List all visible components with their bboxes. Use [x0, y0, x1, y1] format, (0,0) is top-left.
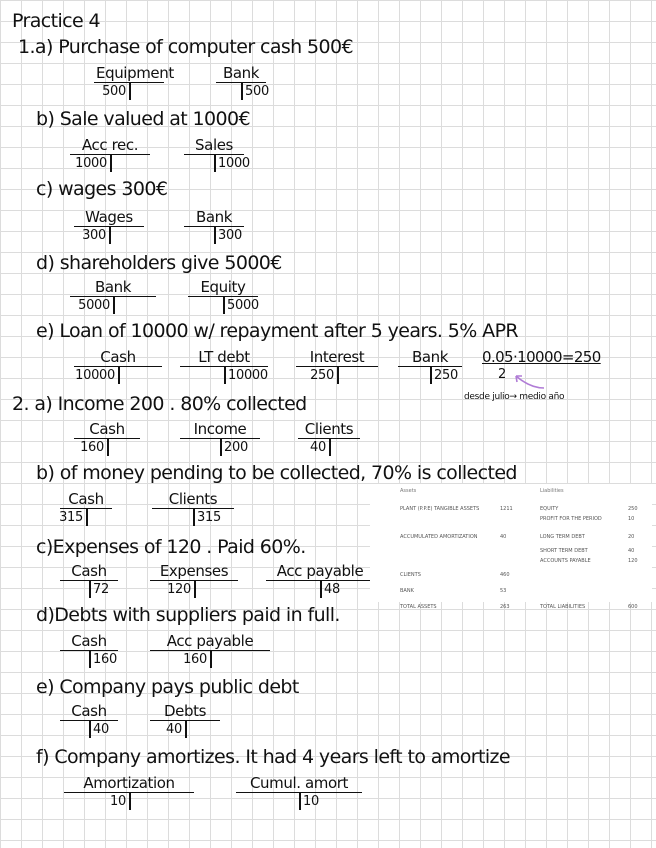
balance-asset-value: 53	[500, 588, 507, 594]
t-account-title: Acc rec.	[70, 138, 150, 155]
t-account-g1	[60, 492, 112, 526]
t-account-debit: 40	[310, 440, 326, 455]
t-account-title: LT debt	[180, 350, 268, 367]
t-account-title: Acc payable	[150, 634, 270, 651]
t-account-divider	[193, 509, 195, 526]
t-account-h1	[60, 564, 118, 598]
t-account-d2	[188, 280, 258, 314]
t-account-divider	[185, 721, 187, 738]
question-2d: d)Debts with suppliers paid in full.	[36, 604, 340, 626]
t-account-credit: 72	[93, 582, 109, 597]
balance-sheet	[370, 484, 652, 610]
balance-asset-value: 1211	[500, 506, 513, 512]
t-account-debit: 40	[166, 722, 182, 737]
question-2a: 2. a) Income 200 . 80% collected	[12, 393, 307, 415]
balance-liability-value: 20	[628, 534, 635, 540]
t-account-divider	[86, 509, 88, 526]
t-account-credit: 10	[303, 794, 319, 809]
t-account-divider	[337, 367, 339, 384]
t-account-j1	[60, 704, 118, 738]
t-account-e4	[398, 350, 462, 384]
t-account-title: Cash	[60, 704, 118, 721]
t-account-i2	[150, 634, 270, 668]
t-account-divider	[214, 155, 216, 172]
t-account-title: Bank	[184, 210, 244, 227]
t-account-title: Debts	[150, 704, 220, 721]
arrow-icon	[508, 370, 548, 392]
t-account-c1	[74, 210, 144, 244]
t-account-title: Clients	[298, 422, 360, 439]
t-account-credit: 10000	[228, 368, 268, 383]
t-account-debit: 160	[80, 440, 104, 455]
balance-asset-label: ACCUMULATED AMORTIZATION	[400, 534, 478, 540]
balance-asset-value: 460	[500, 572, 510, 578]
balance-liability-value: 40	[628, 548, 635, 554]
t-account-i1	[60, 634, 118, 668]
t-account-a1	[94, 64, 174, 100]
t-account-divider	[89, 721, 91, 738]
balance-liability-label: EQUITY	[540, 506, 559, 512]
t-account-e1	[74, 350, 162, 384]
balance-liability-label: ACCOUNTS PAYABLE	[540, 558, 591, 564]
t-account-divider	[110, 155, 112, 172]
t-account-debit: 120	[167, 582, 191, 597]
t-account-divider	[214, 227, 216, 244]
balance-asset-label: PLANT (P.P.E) TANGIBLE ASSETS	[400, 506, 480, 512]
page-title: Practice 4	[12, 10, 101, 32]
t-account-debit: 250	[310, 368, 334, 383]
balance-liability-value: 120	[628, 558, 638, 564]
t-account-title: Cash	[74, 350, 162, 367]
t-account-divider	[299, 793, 301, 810]
t-account-title: Cumul. amort	[236, 776, 362, 793]
t-account-e2	[180, 350, 268, 384]
t-account-divider	[118, 367, 120, 384]
t-account-e3	[296, 350, 378, 384]
interest-divisor: 2	[498, 367, 506, 382]
t-account-divider	[129, 793, 131, 810]
t-account-k1	[64, 776, 194, 810]
t-account-title: Clients	[152, 492, 234, 509]
t-account-divider	[210, 651, 212, 668]
balance-asset-label: TOTAL ASSETS	[400, 604, 437, 610]
t-account-credit: 48	[324, 582, 340, 597]
t-account-credit: 300	[218, 228, 242, 243]
t-account-f2	[180, 422, 260, 456]
t-account-debit: 5000	[78, 298, 110, 313]
t-account-c2	[184, 210, 244, 244]
t-account-title: Bank	[70, 280, 156, 297]
t-account-h3	[266, 564, 374, 598]
question-2b: b) of money pending to be collected, 70% is collected	[36, 462, 517, 484]
t-account-divider	[320, 581, 322, 598]
balance-asset-value: 263	[500, 604, 510, 610]
t-account-debit: 10	[110, 794, 126, 809]
t-account-credit: 315	[197, 510, 221, 525]
t-account-debit: 315	[59, 510, 83, 525]
balance-liability-value: 600	[628, 604, 638, 610]
balance-asset-label: CLIENTS	[400, 572, 421, 578]
t-account-credit: 40	[93, 722, 109, 737]
balance-asset-value: 40	[500, 534, 507, 540]
t-account-divider	[129, 83, 131, 100]
t-account-k2	[236, 776, 362, 810]
t-account-debit: 500	[102, 84, 126, 99]
t-account-divider	[430, 367, 432, 384]
balance-liability-value: 250	[628, 506, 638, 512]
t-account-credit: 250	[434, 368, 458, 383]
t-account-divider	[89, 581, 91, 598]
t-account-title: Wages	[74, 210, 144, 227]
t-account-divider	[107, 439, 109, 456]
t-account-b2	[184, 136, 250, 172]
t-account-debit: 1000	[75, 156, 107, 171]
t-account-divider	[220, 439, 222, 456]
t-account-title: Expenses	[150, 564, 238, 581]
assets-header: Assets	[400, 488, 417, 494]
t-account-divider	[223, 297, 225, 314]
t-account-a2	[216, 64, 269, 100]
interest-calculation: 0.05·10000=250	[482, 348, 601, 366]
t-account-title: Cash	[60, 492, 112, 509]
t-account-title: Acc payable	[266, 564, 374, 581]
balance-liability-label: TOTAL LIABILITIES	[540, 604, 586, 610]
question-2c: c)Expenses of 120 . Paid 60%.	[36, 536, 306, 558]
t-account-divider	[241, 83, 243, 100]
t-account-title: Bank	[216, 66, 266, 83]
balance-liability-label: PROFIT FOR THE PERIOD	[540, 516, 602, 522]
t-account-title: Cash	[60, 564, 118, 581]
question-1d: d) shareholders give 5000€	[36, 252, 282, 274]
question-1e: e) Loan of 10000 w/ repayment after 5 years. 5% APR	[36, 320, 519, 342]
t-account-divider	[329, 439, 331, 456]
balance-asset-label: BANK	[400, 588, 414, 594]
t-account-credit: 160	[93, 652, 117, 667]
t-account-h2	[150, 564, 238, 598]
question-1a: 1.a) Purchase of computer cash 500€	[18, 36, 353, 58]
t-account-title: Interest	[296, 350, 378, 367]
t-account-b1	[70, 138, 150, 172]
question-2e: e) Company pays public debt	[36, 676, 299, 698]
t-account-title: Income	[180, 422, 260, 439]
t-account-credit: 200	[224, 440, 248, 455]
t-account-title: Equipment	[96, 64, 174, 82]
t-account-credit: 500	[245, 84, 269, 99]
t-account-title: Sales	[184, 138, 244, 155]
t-account-j2	[150, 704, 220, 738]
t-account-debit: 160	[183, 652, 207, 667]
t-account-f1	[74, 422, 140, 456]
t-account-d1	[70, 280, 156, 314]
t-account-divider	[109, 227, 111, 244]
question-2f: f) Company amortizes. It had 4 years left to amortize	[36, 746, 510, 768]
balance-liability-value: 10	[628, 516, 635, 522]
t-account-title: Bank	[398, 350, 462, 367]
t-account-divider	[224, 367, 226, 384]
t-account-divider	[194, 581, 196, 598]
balance-liability-label: LONG TERM DEBT	[540, 534, 585, 540]
t-account-title: Equity	[188, 280, 258, 297]
question-1c: c) wages 300€	[36, 178, 168, 200]
t-account-title: Cash	[74, 422, 140, 439]
t-account-credit: 5000	[227, 298, 259, 313]
t-account-title: Cash	[60, 634, 118, 651]
t-account-credit: 1000	[218, 156, 250, 171]
t-account-divider	[113, 297, 115, 314]
t-account-title: Amortization	[64, 776, 194, 793]
t-account-divider	[89, 651, 91, 668]
liabilities-header: Liabilities	[540, 488, 564, 494]
t-account-g2	[152, 492, 234, 526]
interest-note: desde julio→ medio año	[464, 392, 565, 402]
balance-liability-label: SHORT TERM DEBT	[540, 548, 588, 554]
question-1b: b) Sale valued at 1000€	[36, 108, 250, 130]
t-account-debit: 10000	[75, 368, 115, 383]
t-account-f3	[298, 422, 360, 456]
t-account-debit: 300	[82, 228, 106, 243]
